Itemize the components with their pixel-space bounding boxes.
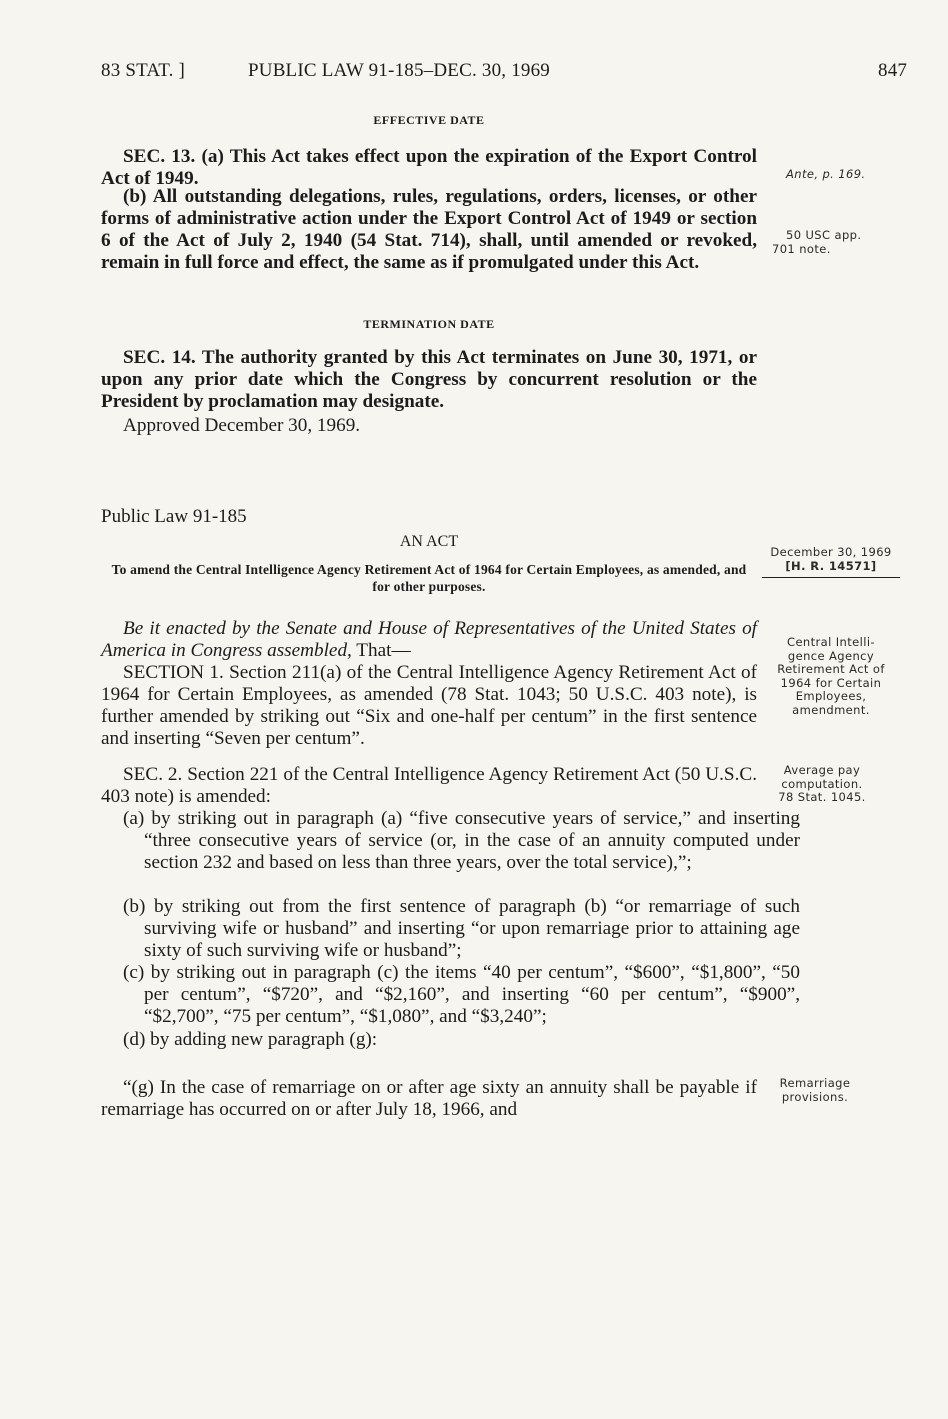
margin-note-avg-3: 78 Stat. 1045. bbox=[778, 790, 866, 804]
section-2-c: (c) by striking out in paragraph (c) the items “40 per centum”, “$600”, “$1,800”, “50 per centum”, “$720”, and “$2,160”, and inserting “60 per centum”, “$900”, “$2,700”, “75 per centum”, “$1,080”, and “$3,240”; bbox=[123, 962, 800, 1027]
page-number: 847 bbox=[878, 60, 908, 81]
an-act-label: AN ACT bbox=[399, 533, 459, 550]
margin-note-cia bbox=[762, 636, 900, 717]
public-law-number: Public Law 91-185 bbox=[101, 506, 247, 527]
section-2-d: (d) by adding new paragraph (g): bbox=[123, 1029, 378, 1050]
margin-note-rem-2: provisions. bbox=[781, 1089, 849, 1104]
section-2-intro: SEC. 2. Section 221 of the Central Intelligence Agency Retirement Act (50 U.S.C. 403 note) is amended: bbox=[101, 764, 757, 807]
margin-note-cia-2: gence Agency bbox=[787, 648, 875, 663]
margin-note-avg-2: computation. bbox=[781, 776, 863, 791]
margin-note-usc-1: 50 USC app. bbox=[786, 228, 862, 242]
sec14-text: SEC. 14. The authority granted by this Act terminates on June 30, 1971, or upon any prior date which the Congress by concurrent resolution or the President by proclamation may designate. bbox=[101, 347, 757, 412]
margin-note-average-pay bbox=[762, 764, 882, 805]
margin-note-cia-1: Central Intelli- bbox=[787, 635, 875, 649]
margin-note-cia-4: 1964 for Certain bbox=[780, 675, 882, 690]
margin-note-avg-1: Average pay bbox=[783, 763, 861, 777]
bill-info bbox=[762, 546, 900, 578]
margin-note-usc-2: 701 note. bbox=[772, 242, 831, 256]
sec13-a: SEC. 13. (a) This Act takes effect upon the expiration of the Export Control Act of 1949. bbox=[101, 146, 757, 189]
section-2-g: “(g) In the case of remarriage on or after age sixty an annuity shall be payable if remarriage has occurred on or after July 18, 1966, and bbox=[101, 1077, 757, 1120]
sec13-b: (b) All outstanding delegations, rules, regulations, orders, licenses, or other forms of administrative action under the Export Control Act of 1949 or section 6 of the Act of July 2, 1940 (54 Stat. 714), shall, until amended or revoked, remain in full force and effect, the same as if promulgated under this Act. bbox=[101, 186, 757, 273]
header-title: PUBLIC LAW 91-185–DEC. 30, 1969 bbox=[248, 60, 550, 81]
header-volume: 83 STAT. ] bbox=[101, 60, 186, 81]
margin-note-cia-3: Retirement Act of bbox=[777, 662, 885, 676]
section-1: SECTION 1. Section 211(a) of the Central Intelligence Agency Retirement Act of 1964 for Certain Employees, as amended (78 Stat. 1043; 50 U.S.C. 403 note), is further amended by striking out “Six and one-half per centum” in the first sentence and inserting “Seven per centum”. bbox=[101, 662, 757, 749]
margin-note-rem-1: Remarriage bbox=[779, 1076, 851, 1090]
margin-note-ante: Ante, p. 169. bbox=[786, 167, 866, 181]
enacting-clause-tail: That— bbox=[356, 640, 411, 661]
heading-termination-date: TERMINATION DATE bbox=[363, 317, 495, 331]
act-title: To amend the Central Intelligence Agency Retirement Act of 1964 for Certain Employees, as amended, and for other purposes. bbox=[111, 562, 747, 594]
heading-effective-date: EFFECTIVE DATE bbox=[373, 113, 485, 127]
approval-line: Approved December 30, 1969. bbox=[123, 415, 361, 436]
enacting-clause bbox=[101, 618, 757, 662]
section-2-a: (a) by striking out in paragraph (a) “five consecutive years of service,” and inserting “three consecutive years of service (or, in the case of an annuity computed under section 232 and based on less than three years, over the total service),”; bbox=[123, 808, 800, 873]
bill-date: December 30, 1969 bbox=[770, 545, 892, 559]
margin-note-cia-6: amendment. bbox=[792, 702, 870, 717]
bill-number: [H. R. 14571] bbox=[762, 560, 900, 579]
margin-note-remarriage bbox=[760, 1077, 870, 1104]
margin-note-cia-5: Employees, bbox=[795, 689, 867, 703]
section-2-b: (b) by striking out from the first sentence of paragraph (b) “or remarriage of such surviving wife or husband” and inserting “or upon remarriage prior to attaining age sixty of such surviving wife or husband”; bbox=[123, 896, 800, 961]
enacting-clause-text: Be it enacted by the Senate and House of Representatives of the United States of America in Congress assembled, bbox=[101, 618, 757, 661]
